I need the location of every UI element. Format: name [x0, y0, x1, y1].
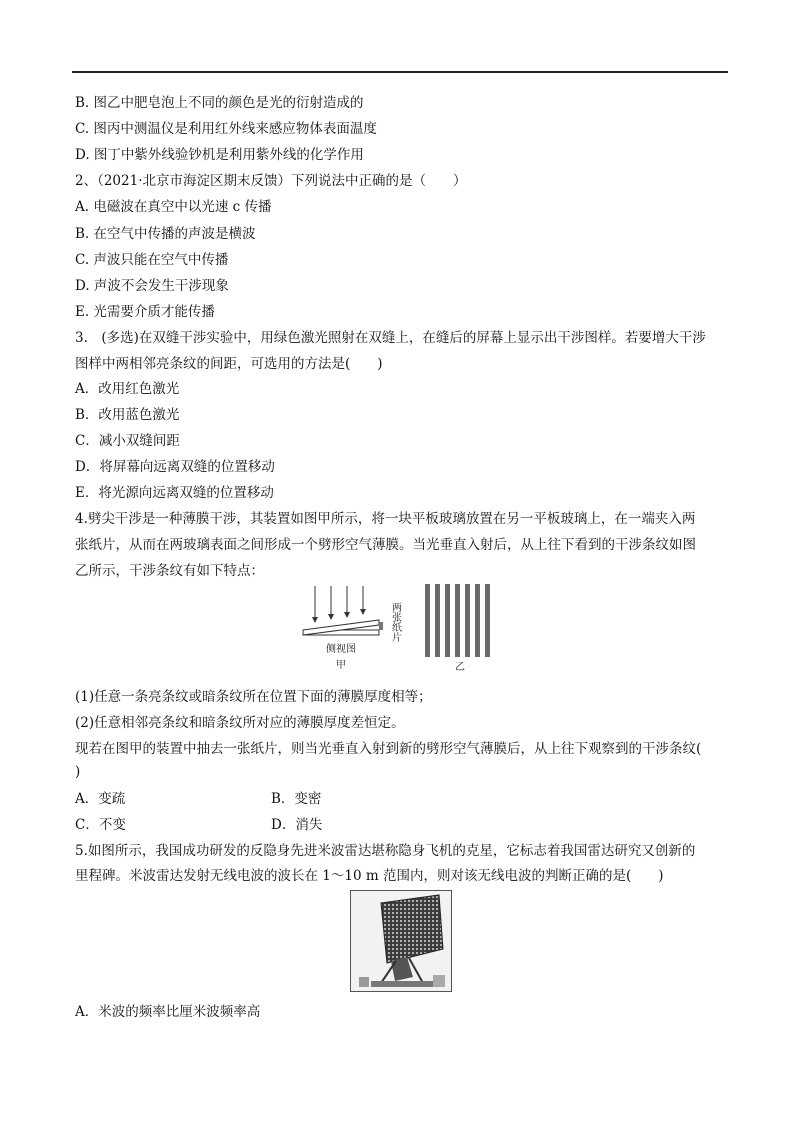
- q5-stem-line1: 5.如图所示，我国成功研发的反隐身先进米波雷达堪称隐身飞机的克星，它标志着我国雷达研究又创新的: [75, 843, 696, 859]
- q5-stem-line2: 里程碑。米波雷达发射无线电波的波长在 1～10 m 范围内，则对该无线电波的判断正确的是( ): [75, 868, 664, 884]
- q3-option-e: E．将光源向远离双缝的位置移动: [75, 485, 274, 501]
- label-paper: 两张纸片: [389, 602, 401, 642]
- q4-option-b: B．变密: [271, 791, 322, 807]
- q4-question-line1: 现若在图甲的装置中抽去一张纸片，则当光垂直入射到新的劈形空气薄膜后，从上往下观察到的干涉条纹(: [75, 741, 702, 757]
- q4-stem-line3: 乙所示，干涉条纹有如下特点：: [75, 563, 264, 579]
- q3-option-b: B．改用蓝色激光: [75, 407, 180, 423]
- radar-illustration: [351, 891, 451, 991]
- q4-option-c: C．不变: [75, 817, 126, 833]
- q2-option-c: C. 声波只能在空气中传播: [75, 252, 229, 268]
- q4-feature-2: (2)任意相邻亮条纹和暗条纹所对应的薄膜厚度差恒定。: [75, 715, 405, 731]
- label-yi: 乙: [455, 662, 465, 673]
- label-jia: 甲: [336, 660, 346, 671]
- q4-option-d: D．消失: [271, 817, 323, 833]
- q2-stem: 2、（2021·北京市海淀区期末反馈）下列说法中正确的是（ ）: [75, 173, 467, 189]
- q1-option-c: C. 图丙中测温仪是利用红外线来感应物体表面温度: [75, 121, 377, 137]
- label-side-view: 侧视图: [326, 644, 356, 655]
- header-rule: [72, 71, 728, 73]
- q3-option-c: C．减小双缝间距: [75, 433, 180, 449]
- q2-option-b: B. 在空气中传播的声波是横波: [75, 226, 256, 242]
- q3-option-a: A．改用红色激光: [75, 381, 180, 397]
- q5-option-a: A．米波的频率比厘米波频率高: [75, 1004, 261, 1020]
- q4-stem-line1: 4.劈尖干涉是一种薄膜干涉，其装置如图甲所示，将一块平板玻璃放置在另一平板玻璃上，在一端夹入两: [75, 511, 696, 527]
- meter-wave-radar-photo: [350, 890, 452, 992]
- q1-option-b: B. 图乙中肥皂泡上不同的颜色是光的衍射造成的: [75, 95, 364, 111]
- q2-option-e: E. 光需要介质才能传播: [75, 304, 215, 320]
- q3-option-d: D．将屏幕向远离双缝的位置移动: [75, 459, 275, 475]
- q4-question-line2: ): [75, 764, 81, 780]
- q2-option-d: D. 声波不会发生干涉现象: [75, 278, 229, 294]
- q1-option-d: D. 图丁中紫外线验钞机是利用紫外线的化学作用: [75, 147, 364, 163]
- q3-stem-line1: 3. (多选)在双缝干涉实验中，用绿色激光照射在双缝上，在缝后的屏幕上显示出干涉图样。若要增大干涉: [75, 330, 706, 346]
- q3-stem-line2: 图样中两相邻亮条纹的间距，可选用的方法是( ): [75, 356, 383, 372]
- wedge-interference-side-view: [295, 582, 410, 674]
- q4-feature-1: (1)任意一条亮条纹或暗条纹所在位置下面的薄膜厚度相等；: [75, 689, 432, 705]
- q4-stem-line2: 张纸片，从而在两玻璃表面之间形成一个劈形空气薄膜。当光垂直入射后，从上往下看到的干涉条纹如图: [75, 537, 696, 553]
- q2-option-a: A. 电磁波在真空中以光速 c 传播: [75, 199, 272, 215]
- interference-fringes: [420, 584, 500, 676]
- q4-option-a: A．变疏: [75, 791, 126, 807]
